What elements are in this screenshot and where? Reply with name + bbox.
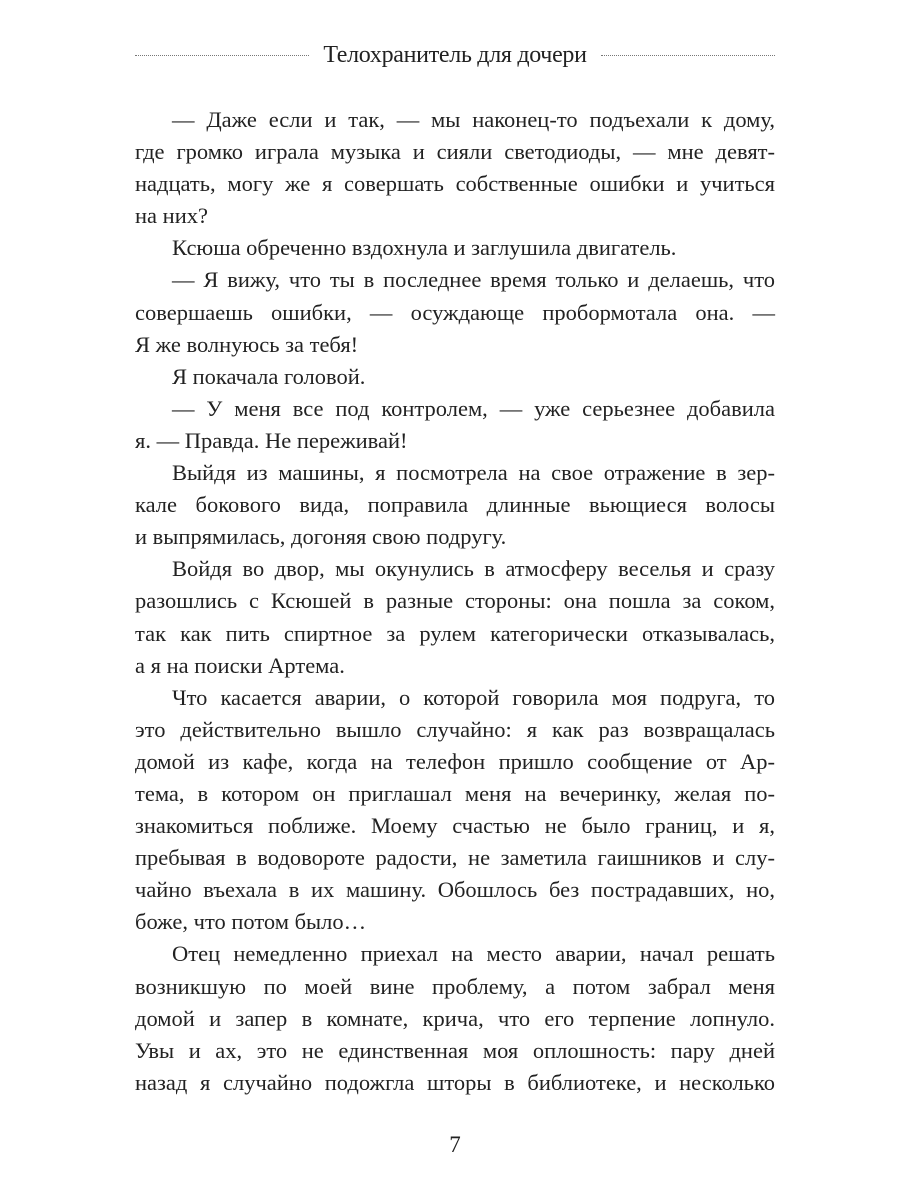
text-line: и выпрямилась, догоняя свою подругу. — [135, 524, 507, 550]
text-line: Выйдя из машины, я посмотрела на свое отражение в зер- — [172, 460, 775, 486]
header-dotted-rule-right — [601, 55, 775, 56]
text-line: домой и запер в комнате, крича, что его терпение лопнуло. — [135, 1005, 775, 1031]
text-line: Войдя во двор, мы окунулись в атмосферу веселья и сразу — [172, 556, 775, 582]
page-number: 7 — [449, 1132, 461, 1157]
text-line: это действительно вышло случайно: я как раз возвращалась — [135, 716, 775, 742]
text-line: домой из кафе, когда на телефон пришло сообщение от Ар- — [135, 748, 775, 774]
text-line: Ксюша обреченно вздохнула и заглушила двигатель. — [172, 235, 677, 261]
text-line: боже, что потом было… — [135, 909, 367, 935]
text-line: чайно въехала в их машину. Обошлось без пострадавших, но, — [135, 877, 775, 903]
text-line: Я покачала головой. — [172, 363, 366, 389]
text-line: на них? — [135, 203, 208, 229]
text-line: разошлись с Ксюшей в разные стороны: она пошла за соком, — [135, 588, 775, 614]
text-line: так как пить спиртное за рулем категорически отказывалась, — [135, 620, 775, 646]
text-line: возникшую по моей вине проблему, а потом забрал меня — [135, 973, 775, 999]
text-line: Увы и ах, это не единственная моя оплошность: пару дней — [135, 1037, 775, 1063]
text-line: Что касается аварии, о которой говорила моя подруга, то — [172, 684, 775, 710]
running-header-title: Телохранитель для дочери — [323, 41, 587, 68]
text-line: — Даже если и так, — мы наконец-то подъехали к дому, — [172, 107, 775, 132]
text-line: знакомиться поближе. Моему счастью не было границ, и я, — [135, 813, 775, 839]
text-line: — Я вижу, что ты в последнее время только и делаешь, что — [172, 267, 775, 293]
text-line: я. — Правда. Не переживай! — [135, 427, 408, 453]
text-line: Отец немедленно приехал на место аварии, начал решать — [172, 941, 775, 967]
text-line: совершаешь ошибки, — осуждающе пробормотала она. — — [135, 299, 775, 325]
text-line: кале бокового вида, поправила длинные вьющиеся волосы — [135, 492, 775, 518]
text-line: Я же волнуюсь за тебя! — [135, 331, 359, 357]
text-line: — У меня все под контролем, — уже серьезнее добавила — [172, 395, 775, 421]
text-line: где громко играла музыка и сияли светодиоды, — мне девят- — [135, 139, 775, 165]
text-line: пребывая в водовороте радости, не заметила гаишников и слу- — [135, 845, 775, 871]
page-body-text — [135, 104, 775, 1099]
running-header — [135, 38, 775, 72]
text-line: а я на поиски Артема. — [135, 652, 345, 678]
text-line: назад я случайно подожгла шторы в библиотеке, и несколько — [135, 1069, 775, 1095]
header-dotted-rule-left — [135, 55, 309, 56]
text-line: тема, в котором он приглашал меня на вечеринку, желая по- — [135, 780, 775, 806]
text-line: надцать, могу же я совершать собственные ошибки и учиться — [135, 171, 775, 197]
